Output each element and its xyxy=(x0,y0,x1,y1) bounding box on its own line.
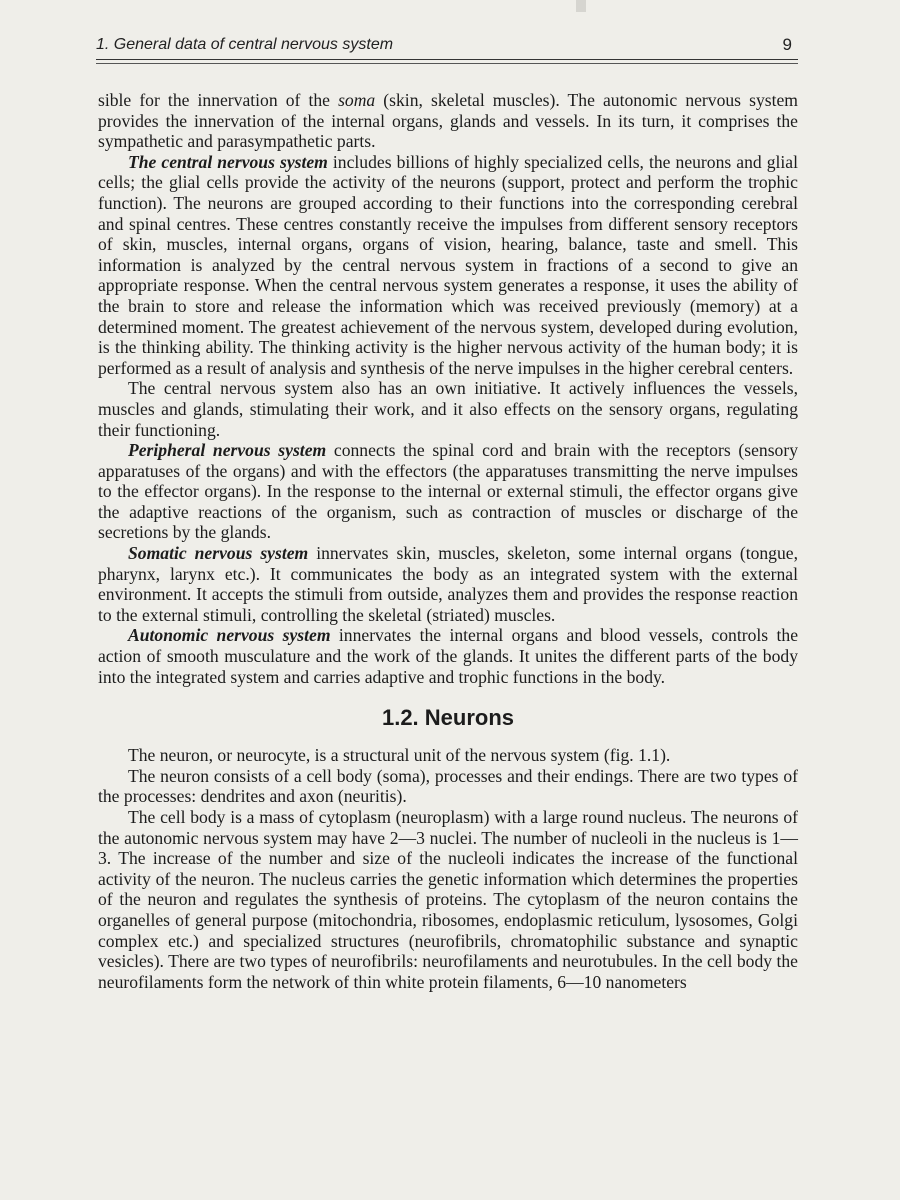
header-rule-top xyxy=(96,59,798,60)
term-autonomic-nervous-system: Autonomic nervous system xyxy=(128,625,331,646)
paragraph: The cell body is a mass of cytoplasm (neuroplasm) with a large round nucleus. The neurons of the autonomic nervous system may have 2—3 nuclei. The number of nucleoli in the nucleus is 1—3. The increase of the number and size of the nucleoli indicates the increase of the functional activity of the neuron. The nucleus carries the genetic information which determines the properties of the neuron and regulates the synthesis of proteins. The cytoplasm of the neuron contains the organelles of general purpose (mitochondria, ribosomes, endoplasmic reticulum, lysosomes, Golgi complex etc.) and specialized structures (neurofibrils, chromatophilic substance and synaptic vesicles). There are two types of neurofibrils: neurofilaments and neurotubules. In the cell body the neurofilaments form the network of thin white protein filaments, 6—10 nanometers xyxy=(98,807,798,992)
term-somatic-nervous-system: Somatic nervous system xyxy=(128,543,309,564)
paragraph-autonomic-nervous-system: Autonomic nervous system innervates the internal organs and blood vessels, controls the action of smooth musculature and the work of the glands. It unites the different parts of the body into the integrated system and carries adaptive and trophic functions in the body. xyxy=(98,625,798,687)
paragraph: The neuron, or neurocyte, is a structural unit of the nervous system (fig. 1.1). xyxy=(128,745,671,766)
soma-term: soma xyxy=(338,90,376,110)
paragraph-somatic-nervous-system: Somatic nervous system innervates skin, muscles, skeleton, some internal organs (tongue, pharynx, larynx etc.). It communicates the body as an integrated system with the external environment. It accepts the stimuli from outside, analyzes them and provides the response reaction to the external stimuli, controlling the skeletal (striated) muscles. xyxy=(98,543,798,625)
paragraph: The neuron consists of a cell body (soma), processes and their endings. There are two types of the processes: dendrites and axon (neuritis). xyxy=(98,765,798,807)
term-central-nervous-system: The central nervous system xyxy=(128,151,328,172)
paragraph-peripheral-nervous-system: Peripheral nervous system connects the spinal cord and brain with the receptors (sensory apparatuses of the organs) and with the effectors (the apparatuses transmitting the nerve impulses to the effector organs). In the response to the internal or external stimuli, the effector organs give the adaptive reactions of the organism, such as contraction of muscles or discharge of the secretions by the glands. xyxy=(98,440,798,543)
page-header xyxy=(96,36,798,60)
page-edge-mark xyxy=(576,0,586,12)
header-rule-bottom xyxy=(96,63,798,64)
paragraph: The central nervous system also has an own initiative. It actively influences the vessels, muscles and glands, stimulating their work, and it also effects on the sensory organs, regulating their functioning. xyxy=(98,378,798,440)
paragraph-central-nervous-system: The central nervous system includes billions of highly specialized cells, the neurons and glial cells; the glial cells provide the activity of the neurons (support, protect and perform the trophic function). The neurons are grouped according to their functions into the corresponding cerebral and spinal centres. These centres constantly receive the impulses from different sensory receptors of skin, muscles, internal organs, organs of vision, hearing, balance, taste and smell. This information is analyzed by the central nervous system in fractions of a second to give an appropriate response. When the central nervous system generates a response, it uses the ability of the brain to store and release the information which was received previously (memory) at a determined moment. The greatest achievement of the nervous system, developed during evolution, is the thinking ability. The thinking activity is the higher nervous activity of the human body; it is performed as a result of analysis and synthesis of the nerve impulses in the higher cerebral centers. xyxy=(98,151,798,378)
page-body xyxy=(98,90,798,992)
running-title: 1. General data of central nervous system xyxy=(96,36,394,53)
paragraph: sible for the innervation of the soma (skin, skeletal muscles). The autonomic nervous system provides the innervation of the internal organs, glands and vessels. In its turn, it comprises the sympathetic and parasympathetic parts. xyxy=(98,90,798,152)
term-peripheral-nervous-system: Peripheral nervous system xyxy=(128,440,327,461)
section-heading: 1.2. Neurons xyxy=(381,705,515,731)
page-number: 9 xyxy=(782,35,792,54)
